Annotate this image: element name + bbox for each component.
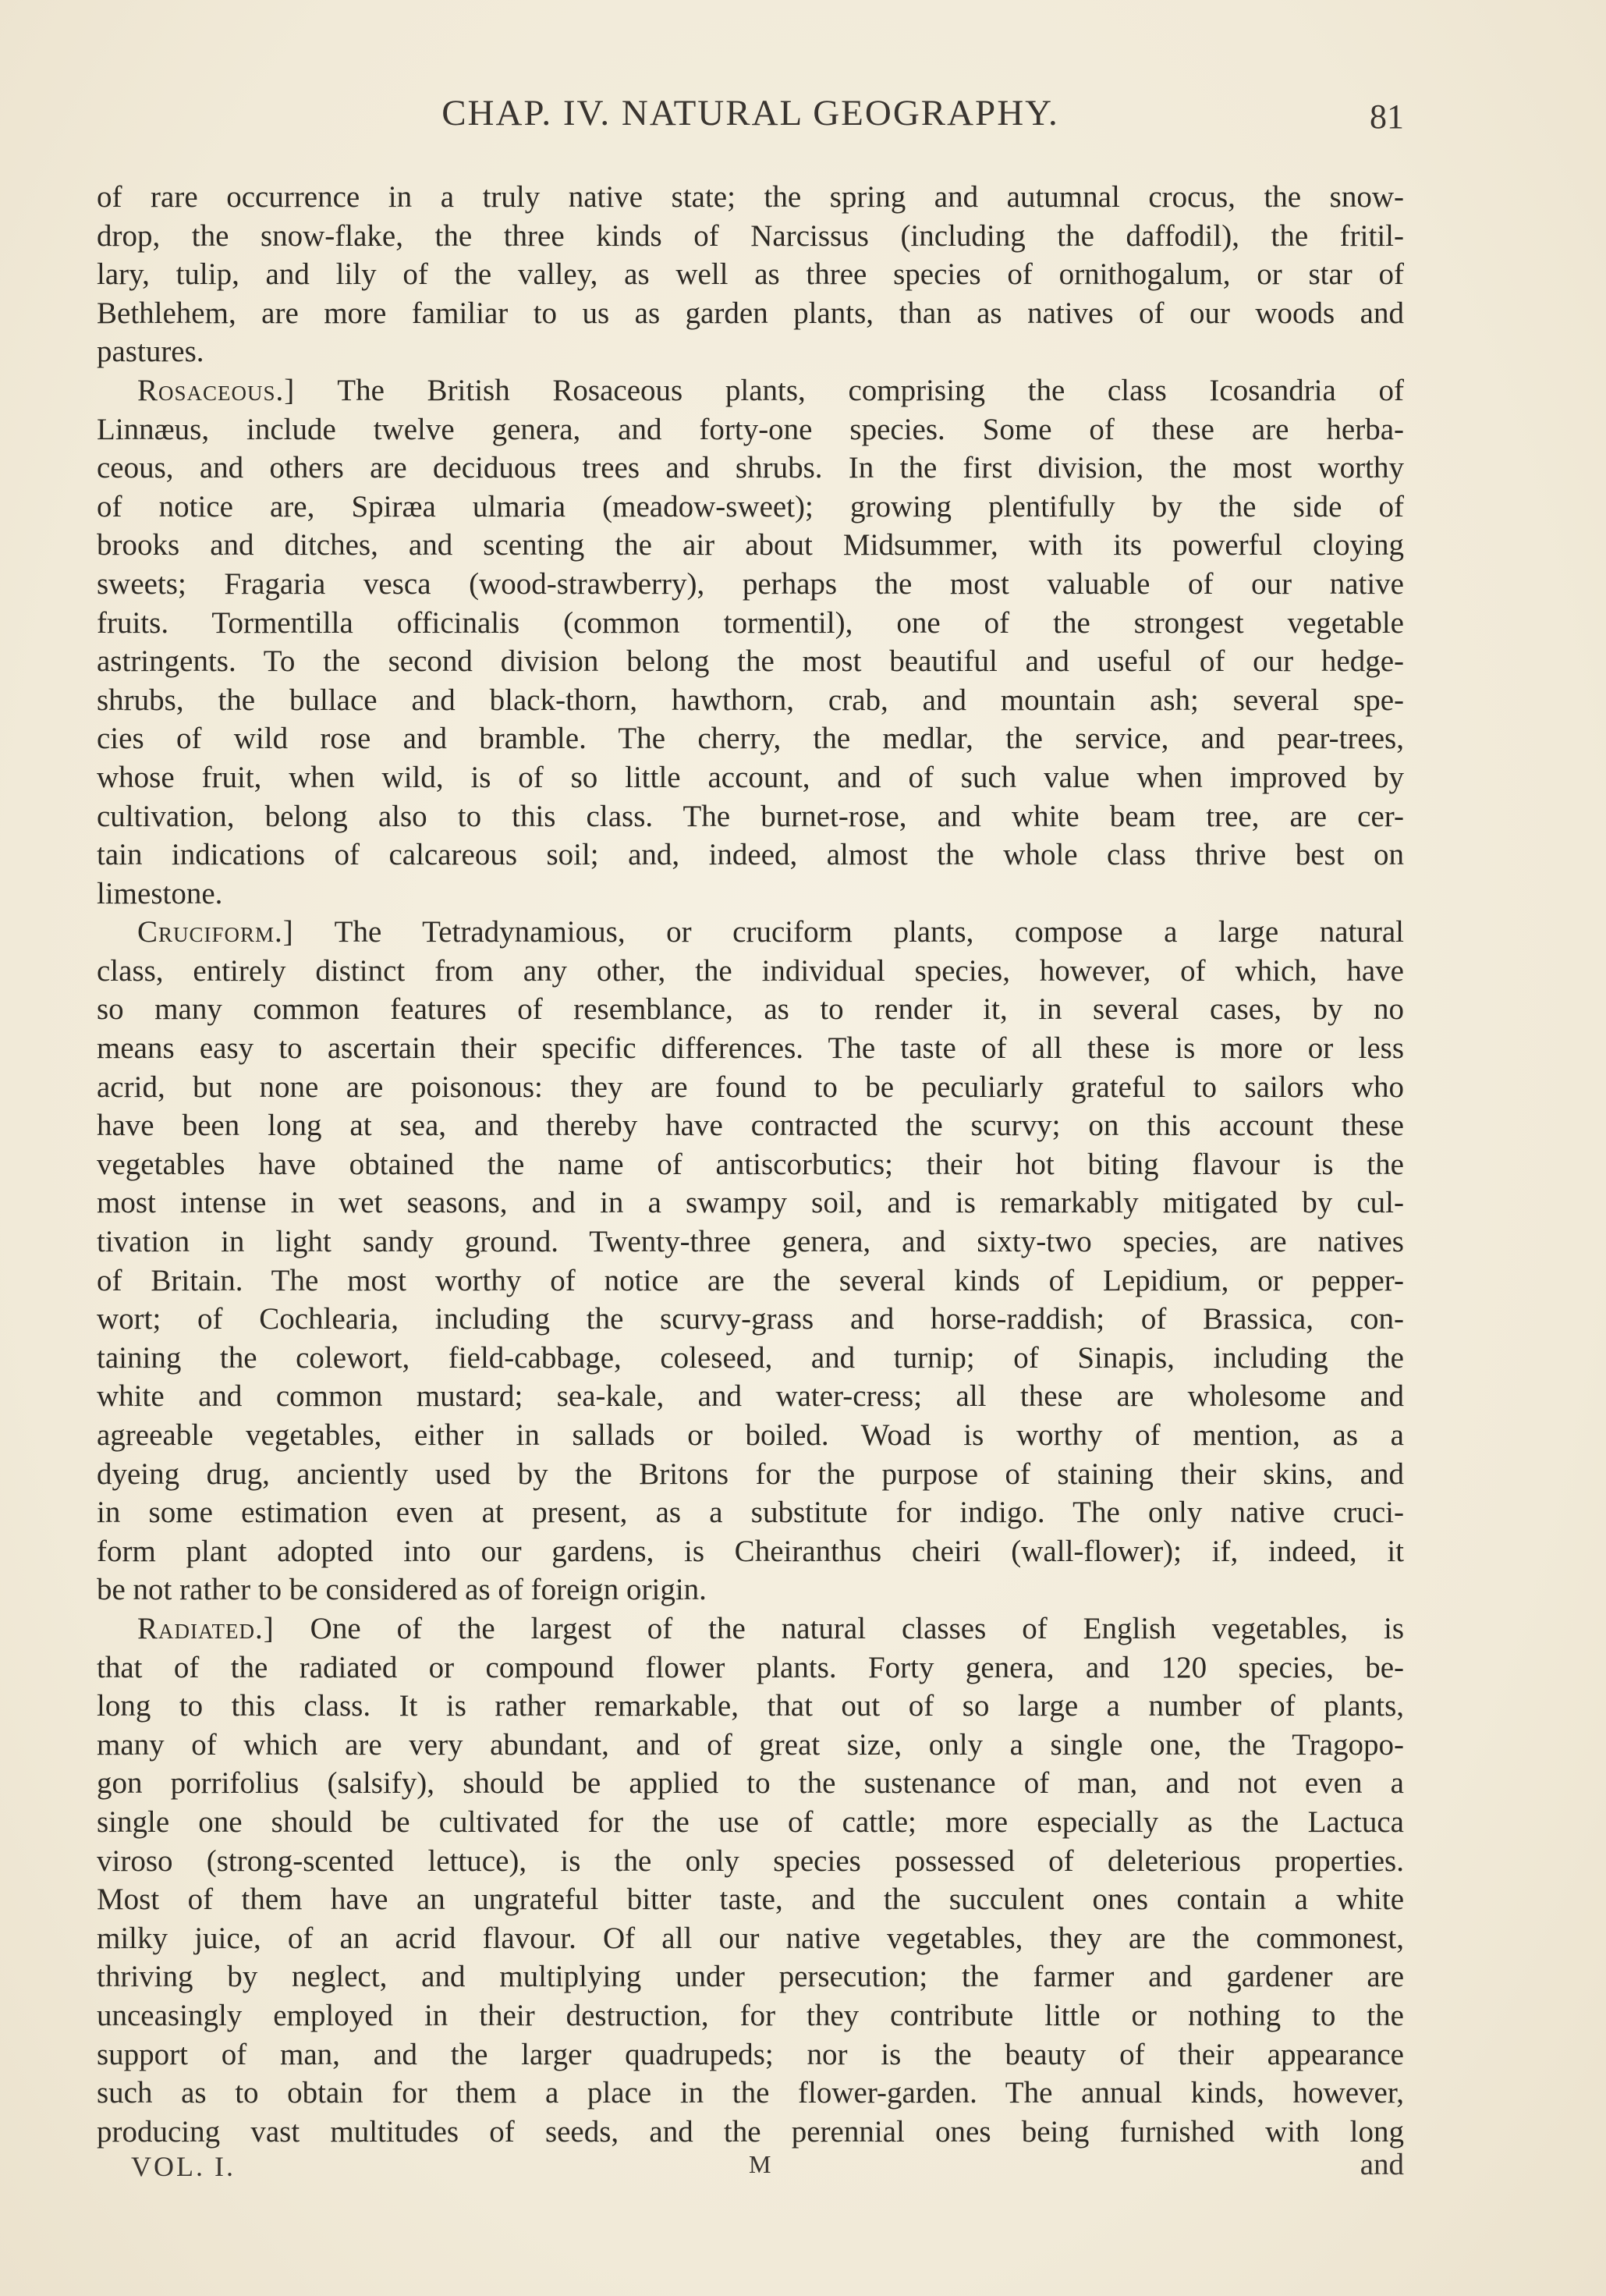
text-line: many of which are very abundant, and of great size, only a single one, the Tragopo- (97, 1727, 1404, 1762)
text-line: Linnæus, include twelve genera, and forty-one species. Some of these are herba- (97, 412, 1404, 446)
text-line: whose fruit, when wild, is of so little account, and of such value when improved by (97, 760, 1404, 794)
text-line: form plant adopted into our gardens, is Cheiranthus cheiri (wall-flower); if, indeed, it (97, 1534, 1404, 1568)
text-line: unceasingly employed in their destruction, for they contribute little or nothing to the (97, 1998, 1404, 2032)
section-first-line-cruciform (97, 913, 1404, 952)
text-line: viroso (strong-scented lettuce), is the only species possessed of deleterious properties. (97, 1844, 1404, 1878)
text-line: vegetables have obtained the name of antiscorbutics; their hot biting flavour is the (97, 1147, 1404, 1181)
text-line: support of man, and the larger quadrupeds; nor is the beauty of their appearance (97, 2037, 1404, 2071)
text-line: astringents. To the second division belong the most beautiful and useful of our hedge- (97, 644, 1404, 679)
text-line-rest: One of the largest of the natural classes of English vegetables, is (310, 1611, 1404, 1645)
page-number: 81 (1370, 98, 1404, 136)
text-line: tivation in light sandy ground. Twenty-three genera, and sixty-two species, are natives (97, 1225, 1404, 1259)
text-line: taining the colewort, field-cabbage, coleseed, and turnip; of Sinapis, including the (97, 1340, 1404, 1375)
section-label-cruciform: Cruciform.] (137, 915, 294, 949)
text-line: ceous, and others are deciduous trees and shrubs. In the first division, the most worthy (97, 451, 1404, 485)
text-line: gon porrifolius (salsify), should be applied to the sustenance of man, and not even a (97, 1766, 1404, 1801)
text-line: cultivation, belong also to this class. The burnet-rose, and white beam tree, are cer- (97, 799, 1404, 833)
text-line: thriving by neglect, and multiplying under persecution; the farmer and gardener are (97, 1960, 1404, 1994)
text-line: limestone. (97, 876, 223, 910)
text-line-rest: The Tetradynamious, or cruciform plants, compose a large natural (334, 915, 1404, 949)
text-line: long to this class. It is rather remarkable, that out of so large a number of plants, (97, 1689, 1404, 1723)
text-line-rest: The British Rosaceous plants, comprising the class Icosandria of (337, 373, 1404, 407)
text-line: pastures. (97, 335, 204, 369)
text-line: dyeing drug, anciently used by the Britons for the purpose of staining their skins, and (97, 1457, 1404, 1491)
body-text (97, 178, 1404, 2151)
text-line: Most of them have an ungrateful bitter taste, and the succulent ones contain a white (97, 1883, 1404, 1917)
text-line: drop, the snow-flake, the three kinds of Narcissus (including the daffodil), the fritil- (97, 218, 1404, 253)
section-label-rosaceous: Rosaceous.] (137, 373, 296, 407)
signature-mark: M (749, 2150, 771, 2178)
page-footer (97, 2150, 1404, 2189)
text-line: lary, tulip, and lily of the valley, as well as three species of ornithogalum, or star of (97, 257, 1404, 292)
text-line: of rare occurrence in a truly native state; the spring and autumnal crocus, the snow- (97, 180, 1404, 214)
section-first-line-radiated (97, 1609, 1404, 1648)
text-line: have been long at sea, and thereby have contracted the scurvy; on this account these (97, 1109, 1404, 1143)
text-line: agreeable vegetables, either in sallads or boiled. Woad is worthy of mention, as a (97, 1418, 1404, 1452)
text-line: producing vast multitudes of seeds, and the perennial ones being furnished with long (97, 2114, 1404, 2149)
volume-marker: VOL. I. (131, 2151, 236, 2182)
text-line: class, entirely distinct from any other, the individual species, however, of which, have (97, 953, 1404, 988)
text-line: sweets; Fragaria vesca (wood-strawberry), perhaps the most valuable of our native (97, 566, 1404, 601)
text-line: be not rather to be considered as of foreign origin. (97, 1573, 707, 1607)
section-label-radiated: Radiated.] (137, 1611, 275, 1645)
text-line: so many common features of resemblance, as to render it, in several cases, by no (97, 992, 1404, 1027)
section-first-line-rosaceous (97, 371, 1404, 410)
text-line: single one should be cultivated for the use of cattle; more especially as the Lactuca (97, 1805, 1404, 1839)
text-line: fruits. Tormentilla officinalis (common tormentil), one of the strongest vegetable (97, 605, 1404, 640)
text-line: means easy to ascertain their specific differences. The taste of all these is more or less (97, 1031, 1404, 1066)
text-line: shrubs, the bullace and black-thorn, hawthorn, crab, and mountain ash; several spe- (97, 683, 1404, 717)
text-line: of Britain. The most worthy of notice are the several kinds of Lepidium, or pepper- (97, 1263, 1404, 1297)
text-line: wort; of Cochlearia, including the scurvy-grass and horse-raddish; of Brassica, con- (97, 1302, 1404, 1336)
running-head: CHAP. IV. NATURAL GEOGRAPHY. (441, 93, 1059, 133)
text-line: milky juice, of an acrid flavour. Of all our native vegetables, they are the commonest, (97, 1921, 1404, 1955)
text-line: of notice are, Spiræa ulmaria (meadow-sweet); growing plentifully by the side of (97, 489, 1404, 523)
text-line: brooks and ditches, and scenting the air about Midsummer, with its powerful cloying (97, 528, 1404, 562)
text-line: white and common mustard; sea-kale, and water-cress; all these are wholesome and (97, 1379, 1404, 1414)
text-line: Bethlehem, are more familiar to us as garden plants, than as natives of our woods and (97, 296, 1404, 330)
text-line: in some estimation even at present, as a substitute for indigo. The only native cruci- (97, 1496, 1404, 1530)
text-line: most intense in wet seasons, and in a swampy soil, and is remarkably mitigated by cul- (97, 1186, 1404, 1220)
text-line: tain indications of calcareous soil; and, indeed, almost the whole class thrive best on (97, 838, 1404, 872)
text-line: acrid, but none are poisonous: they are found to be peculiarly grateful to sailors who (97, 1070, 1404, 1104)
catchword: and (1360, 2148, 1404, 2181)
text-line: such as to obtain for them a place in the flower-garden. The annual kinds, however, (97, 2076, 1404, 2110)
text-line: that of the radiated or compound flower plants. Forty genera, and 120 species, be- (97, 1650, 1404, 1684)
text-line: cies of wild rose and bramble. The cherry, the medlar, the service, and pear-trees, (97, 722, 1404, 756)
page-header (97, 92, 1404, 147)
